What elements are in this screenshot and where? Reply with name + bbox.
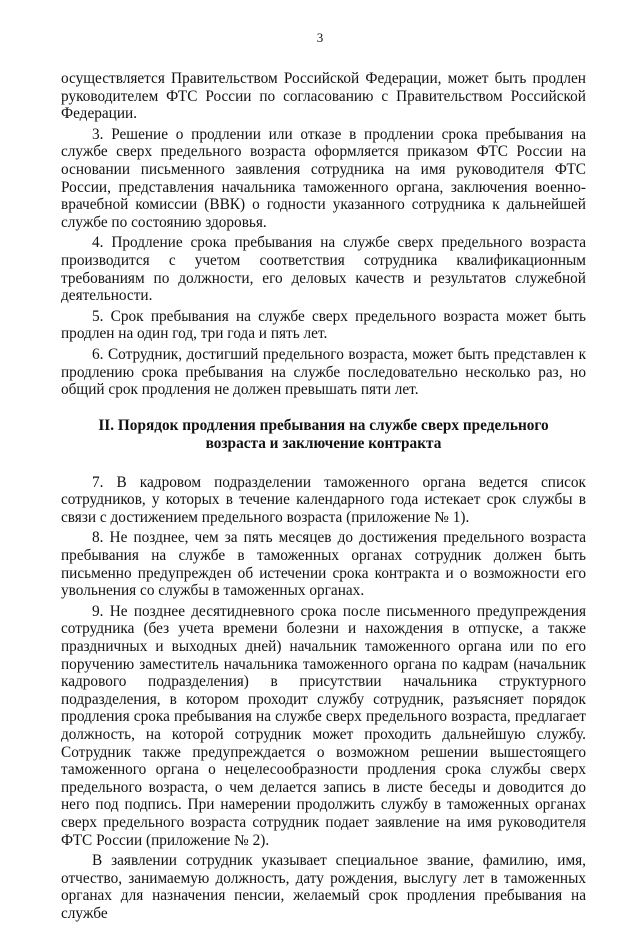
page-number: 3 (316, 30, 324, 45)
paragraph-5: 5. Срок пребывания на службе сверх предельного возраста может быть продлен на один год, три года и пять лет. (61, 307, 586, 343)
section-heading-line-1: II. Порядок продления пребывания на службе сверх предельного (98, 416, 549, 434)
paragraph-9: 9. Не позднее десятидневного срока после письменного предупреждения сотрудника (без учета времени болезни и нахождения в отпуске, а также праздничных и выходных дней) начальник таможенного органа или по его поручению заместитель начальника таможенного органа по кадрам (начальник кадрового подразделения) в присутствии начальника структурного подразделения, в котором проходит службу сотрудник, разъясняет порядок продления срока пребывания на службе сверх предельного возраста, предлагает должность, на которой сотрудник может проходить дальнейшую службу. Сотрудник также предупреждается о возможном решении вышестоящего таможенного органа о нецелесообразности продления срока службы сверх предельного возраста, о чем делается запись в листе беседы и доводится до него под подпись. При намерении продолжить службу в таможенных органах сверх предельного возраста сотрудник подает заявление на имя руководителя ФТС России (приложение № 2). (61, 602, 586, 849)
section-heading-line-2: возраста и заключение контракта (205, 435, 442, 453)
document-body (61, 70, 586, 926)
paragraph-3: 3. Решение о продлении или отказе в продлении срока пребывания на службе сверх предельного возраста оформляется приказом ФТС России на основании письменного заявления сотрудника на имя руководителя ФТС России, представления начальника таможенного органа, заключения военно-врачебной комиссии (ВВК) о годности указанного сотрудника к дальнейшей службе по состоянию здоровья. (61, 125, 586, 231)
paragraph-6: 6. Сотрудник, достигший предельного возраста, может быть представлен к продлению срока пребывания на службе последовательно несколько раз, но общий срок продления не должен превышать пяти лет. (61, 345, 586, 399)
paragraph-application-details: В заявлении сотрудник указывает специальное звание, фамилию, имя, отчество, занимаемую должность, дату рождения, выслугу лет в таможенных органах для назначения пенсии, желаемый срок продления пребывания на службе (61, 852, 586, 922)
section-heading (61, 417, 586, 454)
paragraph-7: 7. В кадровом подразделении таможенного органа ведется список сотрудников, у которых в течение календарного года истекает срок службы в связи с достижением предельного возраста (приложение № 1). (61, 473, 586, 526)
paragraph-continuation: осуществляется Правительством Российской Федерации, может быть продлен руководителем ФТС России по согласованию с Правительством Российской Федерации. (61, 70, 586, 123)
paragraph-4: 4. Продление срока пребывания на службе сверх предельного возраста производится с учетом соответствия сотрудника квалификационным требованиям по должности, его деловых качеств и результатов служебной деятельности. (61, 234, 586, 305)
paragraph-8: 8. Не позднее, чем за пять месяцев до достижения предельного возраста пребывания на службе в таможенных органах сотрудник должен быть письменно предупрежден об истечении срока контракта и о возможности его увольнения со службы в таможенных органах. (61, 529, 586, 600)
